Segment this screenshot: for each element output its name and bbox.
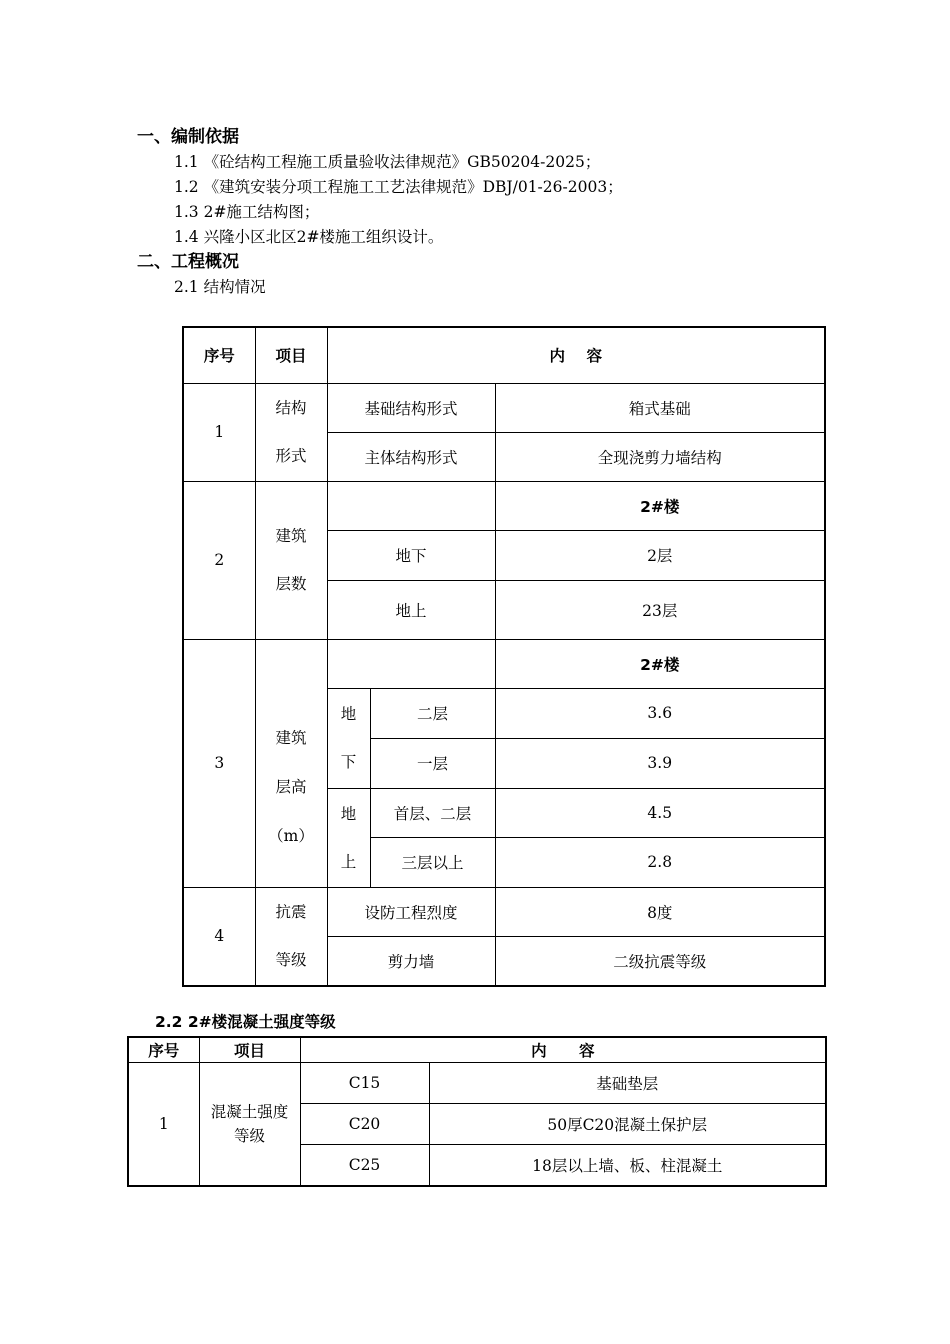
row-item [255,383,327,481]
building-column-head: 2#楼 [495,639,825,688]
cell-grade: C15 [300,1063,429,1104]
cell-label: 地上 [327,580,495,639]
header-no: 序号 [128,1037,199,1063]
header-item: 项目 [255,327,327,383]
aboveground-group [327,788,370,887]
cell-value: 4.5 [495,788,825,837]
cell-label: 剪力墙 [327,936,495,986]
header-content: 内 容 [300,1037,826,1063]
table-row [183,639,825,688]
table-row [128,1063,826,1104]
cell-value: 3.9 [495,738,825,788]
table-header-row [128,1037,826,1063]
group-line: 下 [340,753,357,771]
row-item [255,639,327,887]
cell-label: 一层 [370,738,495,788]
row-number: 4 [183,887,255,986]
item-line: 等级 [275,951,307,970]
cell-empty [327,481,495,530]
building-column-head: 2#楼 [495,481,825,530]
row-number: 2 [183,481,255,639]
underground-group [327,688,370,788]
row-number: 1 [183,383,255,481]
item-line: （m） [268,826,314,845]
cell-label: 基础结构形式 [327,383,495,432]
cell-grade: C20 [300,1104,429,1145]
group-line: 地 [340,804,357,823]
basis-item: 1.1 《砼结构工程施工质量验收法律规范》GB50204-2025； [174,153,601,171]
cell-value: 全现浇剪力墙结构 [495,432,825,481]
header-no: 序号 [183,327,255,383]
row-number: 3 [183,639,255,887]
cell-desc: 18层以上墙、板、柱混凝土 [429,1145,826,1187]
row-item: 混凝土强度等级 [199,1063,300,1187]
item-line: 形式 [275,447,307,465]
basis-item: 1.3 2#施工结构图； [174,203,320,221]
cell-label: 设防工程烈度 [327,887,495,936]
cell-value: 二级抗震等级 [495,936,825,986]
cell-value: 箱式基础 [495,383,825,432]
item-line: 建筑 [275,527,307,545]
table-row [183,481,825,530]
row-item [255,887,327,986]
table-row [183,383,825,432]
section-heading: 一、编制依据 [137,127,239,147]
group-line: 上 [340,852,357,871]
row-item [255,481,327,639]
cell-grade: C25 [300,1145,429,1187]
basis-item: 1.4 兴隆小区北区2#楼施工组织设计。 [174,228,444,246]
cell-value: 23层 [495,580,825,639]
header-item: 项目 [199,1037,300,1063]
structure-table [182,326,826,987]
cell-value: 8度 [495,887,825,936]
cell-value: 2层 [495,530,825,580]
cell-label: 地下 [327,530,495,580]
cell-value: 2.8 [495,837,825,887]
table-header-row [183,327,825,383]
cell-label: 主体结构形式 [327,432,495,481]
basis-item: 1.2 《建筑安装分项工程施工工艺法律规范》DBJ/01-26-2003； [174,178,623,196]
cell-desc: 50厚C20混凝土保护层 [429,1104,826,1145]
concrete-grade-table [127,1036,827,1187]
cell-label: 二层 [370,688,495,738]
cell-value: 3.6 [495,688,825,738]
row-number: 1 [128,1063,199,1187]
subsection-heading: 2.2 2#楼混凝土强度等级 [155,1013,336,1031]
item-line: 抗震 [275,903,307,922]
item-line: 层高 [275,777,307,796]
cell-label: 三层以上 [370,837,495,887]
item-line: 建筑 [275,728,307,747]
cell-empty [327,639,495,688]
item-line: 结构 [275,399,307,417]
section-heading: 二、工程概况 [137,252,239,272]
subsection-heading: 2.1 结构情况 [174,278,266,296]
header-content: 内 容 [327,327,825,383]
cell-label: 首层、二层 [370,788,495,837]
cell-desc: 基础垫层 [429,1063,826,1104]
item-line: 层数 [275,575,307,593]
group-line: 地 [340,705,357,723]
table-row [183,887,825,936]
